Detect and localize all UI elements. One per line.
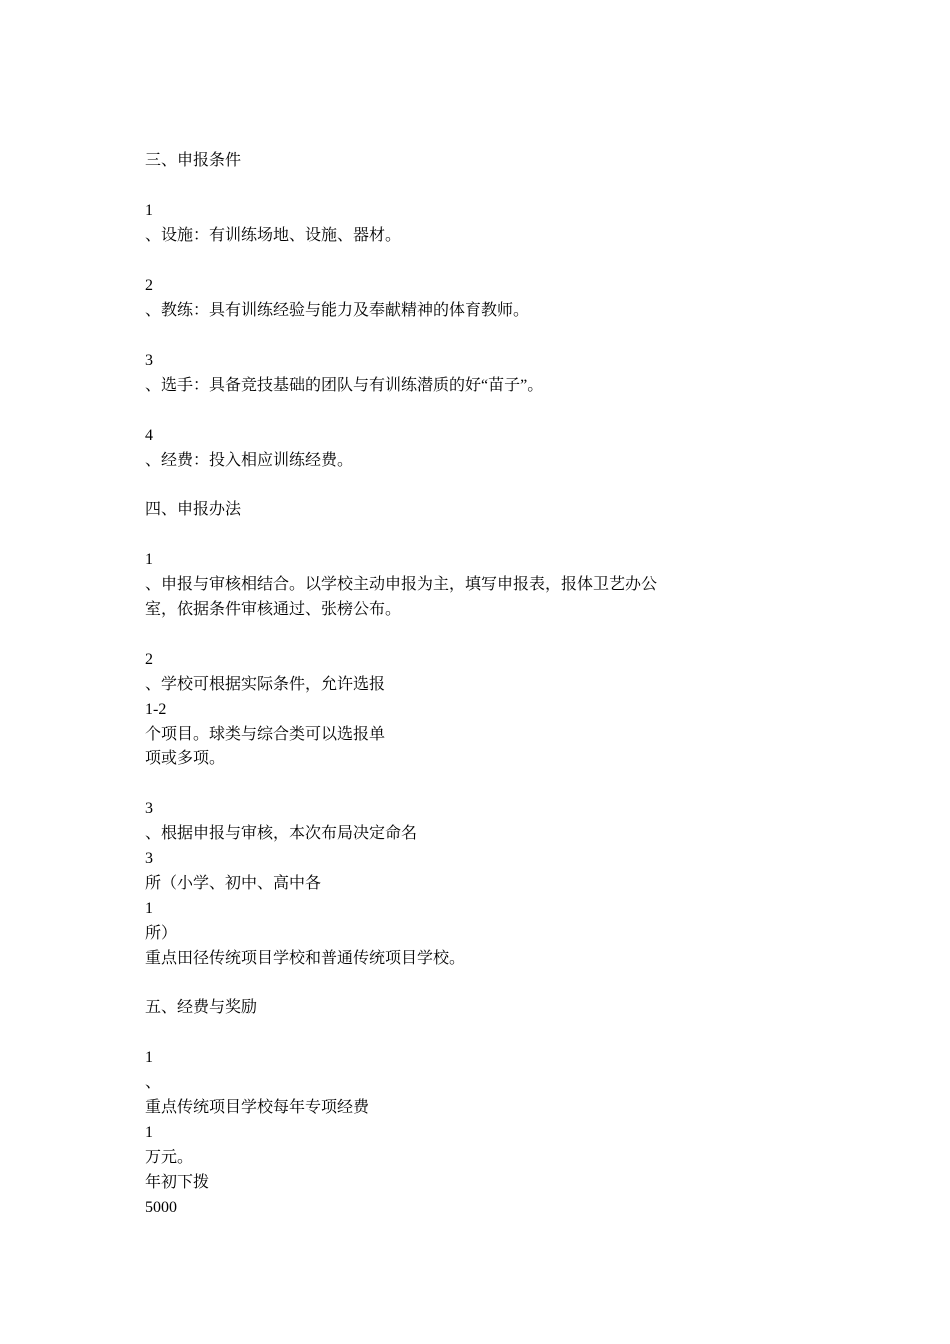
- text-line: 年初下拨: [145, 1174, 210, 1191]
- text-line: 、教练：具有训练经验与能力及奉献精神的体育教师。: [145, 302, 530, 319]
- section-heading-4: 四、申报办法: [145, 501, 242, 518]
- text-line: 万元。: [145, 1149, 194, 1166]
- text-line: 、根据申报与审核，本次布局决定命名: [145, 825, 418, 842]
- text-line: 、选手：具备竞技基础的团队与有训练潜质的好“苗子”。: [145, 377, 544, 394]
- text-line: 个项目。球类与综合类可以选报单: [145, 726, 386, 743]
- text-line: 重点田径传统项目学校和普通传统项目学校。: [145, 950, 466, 967]
- text-line: 、申报与审核相结合。以学校主动申报为主，填写申报表，报体卫艺办公: [145, 576, 658, 593]
- section-heading-5: 五、经费与奖励: [145, 999, 258, 1016]
- text-line: 所（小学、初中、高中各: [145, 875, 322, 892]
- text-line: 1: [145, 1124, 153, 1141]
- text-line: 3: [145, 850, 153, 867]
- text-line: 、设施：有训练场地、设施、器材。: [145, 227, 402, 244]
- section-heading-3: 三、申报条件: [145, 152, 242, 169]
- item-number: 1: [145, 551, 153, 568]
- text-line: 室，依据条件审核通过、张榜公布。: [145, 601, 402, 618]
- text-line: 、: [145, 1074, 162, 1091]
- item-number: 4: [145, 427, 153, 444]
- text-line: 、学校可根据实际条件，允许选报: [145, 676, 386, 693]
- text-line: 所）: [145, 925, 178, 942]
- text-line: 5000: [145, 1199, 177, 1216]
- text-line: 、经费：投入相应训练经费。: [145, 452, 354, 469]
- item-number: 3: [145, 800, 153, 817]
- item-number: 3: [145, 352, 153, 369]
- text-line: 1-2: [145, 701, 167, 718]
- item-number: 1: [145, 202, 153, 219]
- item-number: 1: [145, 1049, 153, 1066]
- item-number: 2: [145, 277, 153, 294]
- text-line: 重点传统项目学校每年专项经费: [145, 1099, 370, 1116]
- text-line: 项或多项。: [145, 750, 226, 767]
- item-number: 2: [145, 651, 153, 668]
- text-line: 1: [145, 900, 153, 917]
